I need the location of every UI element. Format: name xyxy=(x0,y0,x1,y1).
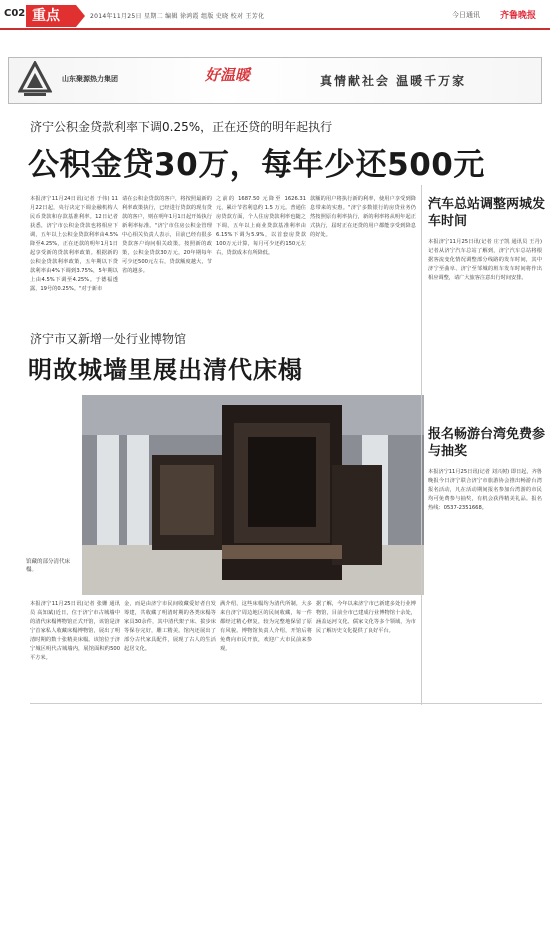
story1-kicker: 济宁公积金贷款利率下调0.25%，正在还贷的明年起执行 xyxy=(30,120,333,134)
date-line: 2014年11月25日 星期二 编辑 徐鸿霞 组版 史晓 校对 王芳化 xyxy=(90,13,265,20)
ad-company-name: 山东聚源热力集团 xyxy=(62,75,118,83)
photo-clay-bed-exhibit xyxy=(82,395,424,595)
story1-headline: 公积金贷30万，每年少还500元 xyxy=(28,147,485,183)
story1-column: 之前的 1687.50 元降至 1626.31 元，累计节省利息约 1.5 万元。普通住房贷款方面，个人住房贷款利率也随之下调，五年以上商业贷款基准利率由6.15%下调为5.9%，以首套房贷款100万元计算，每月可少还约150元左右，贷款成本有所降低。 xyxy=(216,196,306,256)
story2-column: 金，而是由济宁市民间收藏爱好者自发筹建，共收藏了明清时期的各类床榻等家具30余件，其中清代架子床、拔步床等保存完好，雕工精美。馆内还展出了部分古代家具配件，展现了古人的生活起居文化。 xyxy=(124,601,216,652)
ad-slogan: 真情献社会 温暖千万家 xyxy=(320,74,467,88)
section-arrow-icon xyxy=(76,5,85,27)
story1-column: 本报济宁11月24日讯(记者 于伟) 11月22日起，央行决定下调金融机构人民币贷款和存款基准利率。12日记者获悉，济宁市公积金贷款也将相应下调，五年以上公积金贷款利率由4.5%降至4.25%，正在还款的明年1月1日起享受新的贷款利率政策。根据新的公积金贷款利率政策，五年期以下贷款利率由4%下调到3.75%，5年期以上由4.5%下调至4.25%。于德福透露，19号的0.25%。"对于新市 xyxy=(30,196,118,292)
story1-column: 请在公积金贷款的客户，将按照最新的利率政策执行，已经进行贷款的现有贷款的客户，则在明年1月1日起开始执行新利率标准。"济宁市住房公积金管理中心相关负责人表示，目前已经有很多贷款客户询问相关政策。按照新的政策，公积金贷款30万元，20年期每年可少还500元左右，贷款额度越大，节省的越多。 xyxy=(122,196,212,274)
section-label xyxy=(26,5,76,27)
sidebar-body-2: 本报济宁11月25日讯(记者 刘兴树) 即日起，齐鲁晚报今日济宁联合济宁市旅游协会推出畅游台湾报名活动，凡在活动期间报名参加台湾游的市民均可免费参与抽奖，有机会获得精美礼品。报名热线：0537-2351668。 xyxy=(428,469,542,511)
story2-headline: 明故城墙里展出清代床榻 xyxy=(28,356,303,384)
section-label-text: 重点 xyxy=(32,8,60,24)
page-code: C02 xyxy=(4,8,26,19)
company-logo-icon xyxy=(18,61,52,99)
story2-column: 据了解，今年以来济宁市已新建多处行业博物馆，目前全市已建成行业博物馆十余处，涵盖运河文化、儒家文化等多个领域，为市民了解历史文化提供了良好平台。 xyxy=(316,601,416,634)
story1-column: 款额的用户将执行新的利率，使用户享受到降息带来的实惠。"济宁多数银行的房贷业务仍然按照原有利率执行，新的利率将从明年起正式执行，届时正在还贷的用户都能享受到降息的好处。 xyxy=(310,196,416,238)
story2-column: 本报济宁11月25日讯(记者 张姗 通讯员 高知斌)近日，位于济宁市古城墙中的清代床榻博物馆正式开馆，该馆是济宁首家私人收藏床榻博物馆，展出了明清时期的数十张精美床榻。该馆位于济宁城区明代古城墙内，展馆面积约500平方米。 xyxy=(30,601,120,661)
sidebar-headline-2: 报名畅游台湾免费参与抽奖 xyxy=(428,427,546,459)
bottom-rule xyxy=(30,703,542,704)
photo-caption: 馆藏的部分清代床榻。 xyxy=(26,559,71,573)
tagline: 今日通讯 xyxy=(452,11,480,19)
header-rule xyxy=(0,28,550,30)
ad-calligraphy: 好温暖 xyxy=(205,66,251,84)
story2-kicker: 济宁市又新增一处行业博物馆 xyxy=(30,332,187,346)
sidebar-headline-1: 汽车总站调整两城发车时间 xyxy=(428,197,546,229)
story2-column: 满介绍，这些床榻均为清代所制，大多来自济宁周边地区的民间收藏，每一件都经过精心修复，较为完整地保留了原有风貌。博物馆负责人介绍，开馆后将免费向市民开放，欢迎广大市民前来参观。 xyxy=(220,601,312,652)
brand-name: 齐鲁晚报 xyxy=(500,11,537,21)
sidebar-body-1: 本报济宁11月25日讯(记者 庄子凯 通讯员 王丹) 记者从济宁汽车总站了解到，济宁汽车总站将根据客流变化情况调整部分线路的发车时间，其中济宁至曲阜、济宁至邹城的班车发车时间将作出相应调整，请广大旅客注意出行时间安排。 xyxy=(428,239,542,281)
column-divider xyxy=(421,185,422,705)
